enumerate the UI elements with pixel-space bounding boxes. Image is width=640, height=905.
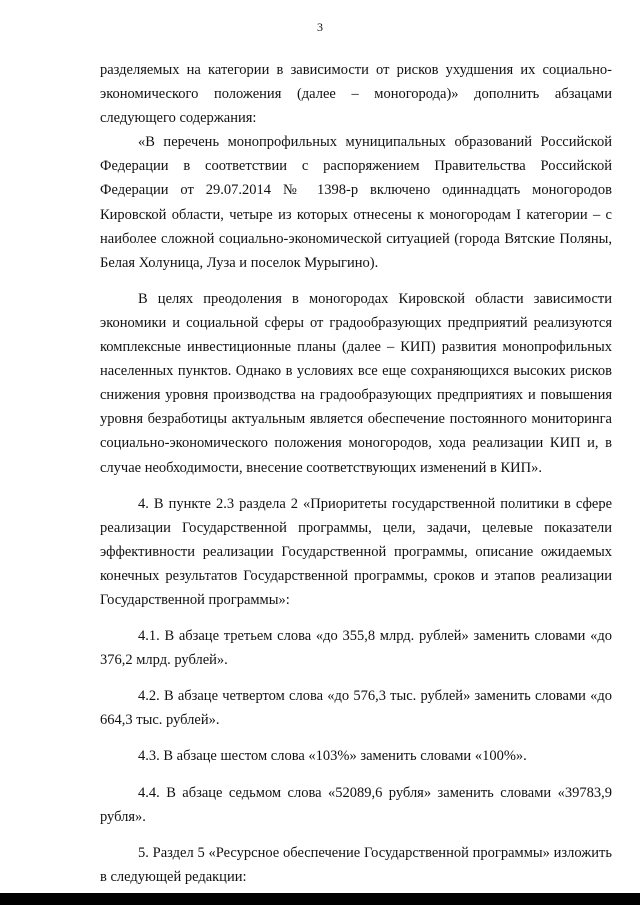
paragraph-item-4-4: 4.4. В абзаце седьмом слова «52089,6 рубля» заменить словами «39783,9 рубля». (100, 784, 612, 825)
paragraph-item-4-3: 4.3. В абзаце шестом слова «103%» заменить словами «100%». (138, 748, 527, 765)
paragraph-item-4-2: 4.2. В абзаце четвертом слова «до 576,3 тыс. рублей» заменить словами «до 664,3 тыс. рублей». (100, 688, 612, 729)
paragraph-monotowns-list: «В перечень монопрофильных муниципальных образований Российской Федерации в соответствии с распоряжением Правительства Российской Федерации от 29.07.2014 № 1398-р включено одиннадцать моногородов Кировской области, четыре из которых отнесены к моногородам I категории – с наиболее сложной социально-экономической ситуацией (города Вятские Поляны, Белая Холуница, Луза и поселок Мурыгино). (100, 134, 612, 271)
paragraph-item-4-1: 4.1. В абзаце третьем слова «до 355,8 млрд. рублей» заменить словами «до 376,2 млрд. рублей». (100, 628, 612, 669)
paragraph-kip: В целях преодоления в моногородах Кировской области зависимости экономики и социальной сферы от градообразующих предприятий реализуются комплексные инвестиционные планы (далее – КИП) развития монопрофильных населенных пунктов. Однако в условиях все еще сохраняющихся высоких рисков снижения уровня производства на градообразующих предприятиях и повышения уровня безработицы актуальным является обеспечение постоянного мониторинга социально-экономического положения моногородов, хода реализации КИП и, в случае необходимости, внесение соответствующих изменений в КИП». (100, 290, 612, 476)
paragraph-item-5: 5. Раздел 5 «Ресурсное обеспечение Государственной программы» изложить в следующей редакции: (100, 844, 612, 885)
paragraph-continuation: разделяемых на категории в зависимости от рисков ухудшения их социально-экономического положения (далее – моногорода)» дополнить абзацами следующего содержания: (100, 62, 612, 127)
document-body (100, 58, 612, 889)
paragraph-item-4: 4. В пункте 2.3 раздела 2 «Приоритеты государственной политики в сфере реализации Государственной программы, цели, задачи, целевые показатели эффективности реализации Государственной программы, описание ожидаемых конечных результатов Государственной программы, сроков и этапов реализации Государственной программы»: (100, 495, 612, 608)
page-number: 3 (317, 20, 323, 34)
scan-edge-bar (0, 893, 640, 905)
